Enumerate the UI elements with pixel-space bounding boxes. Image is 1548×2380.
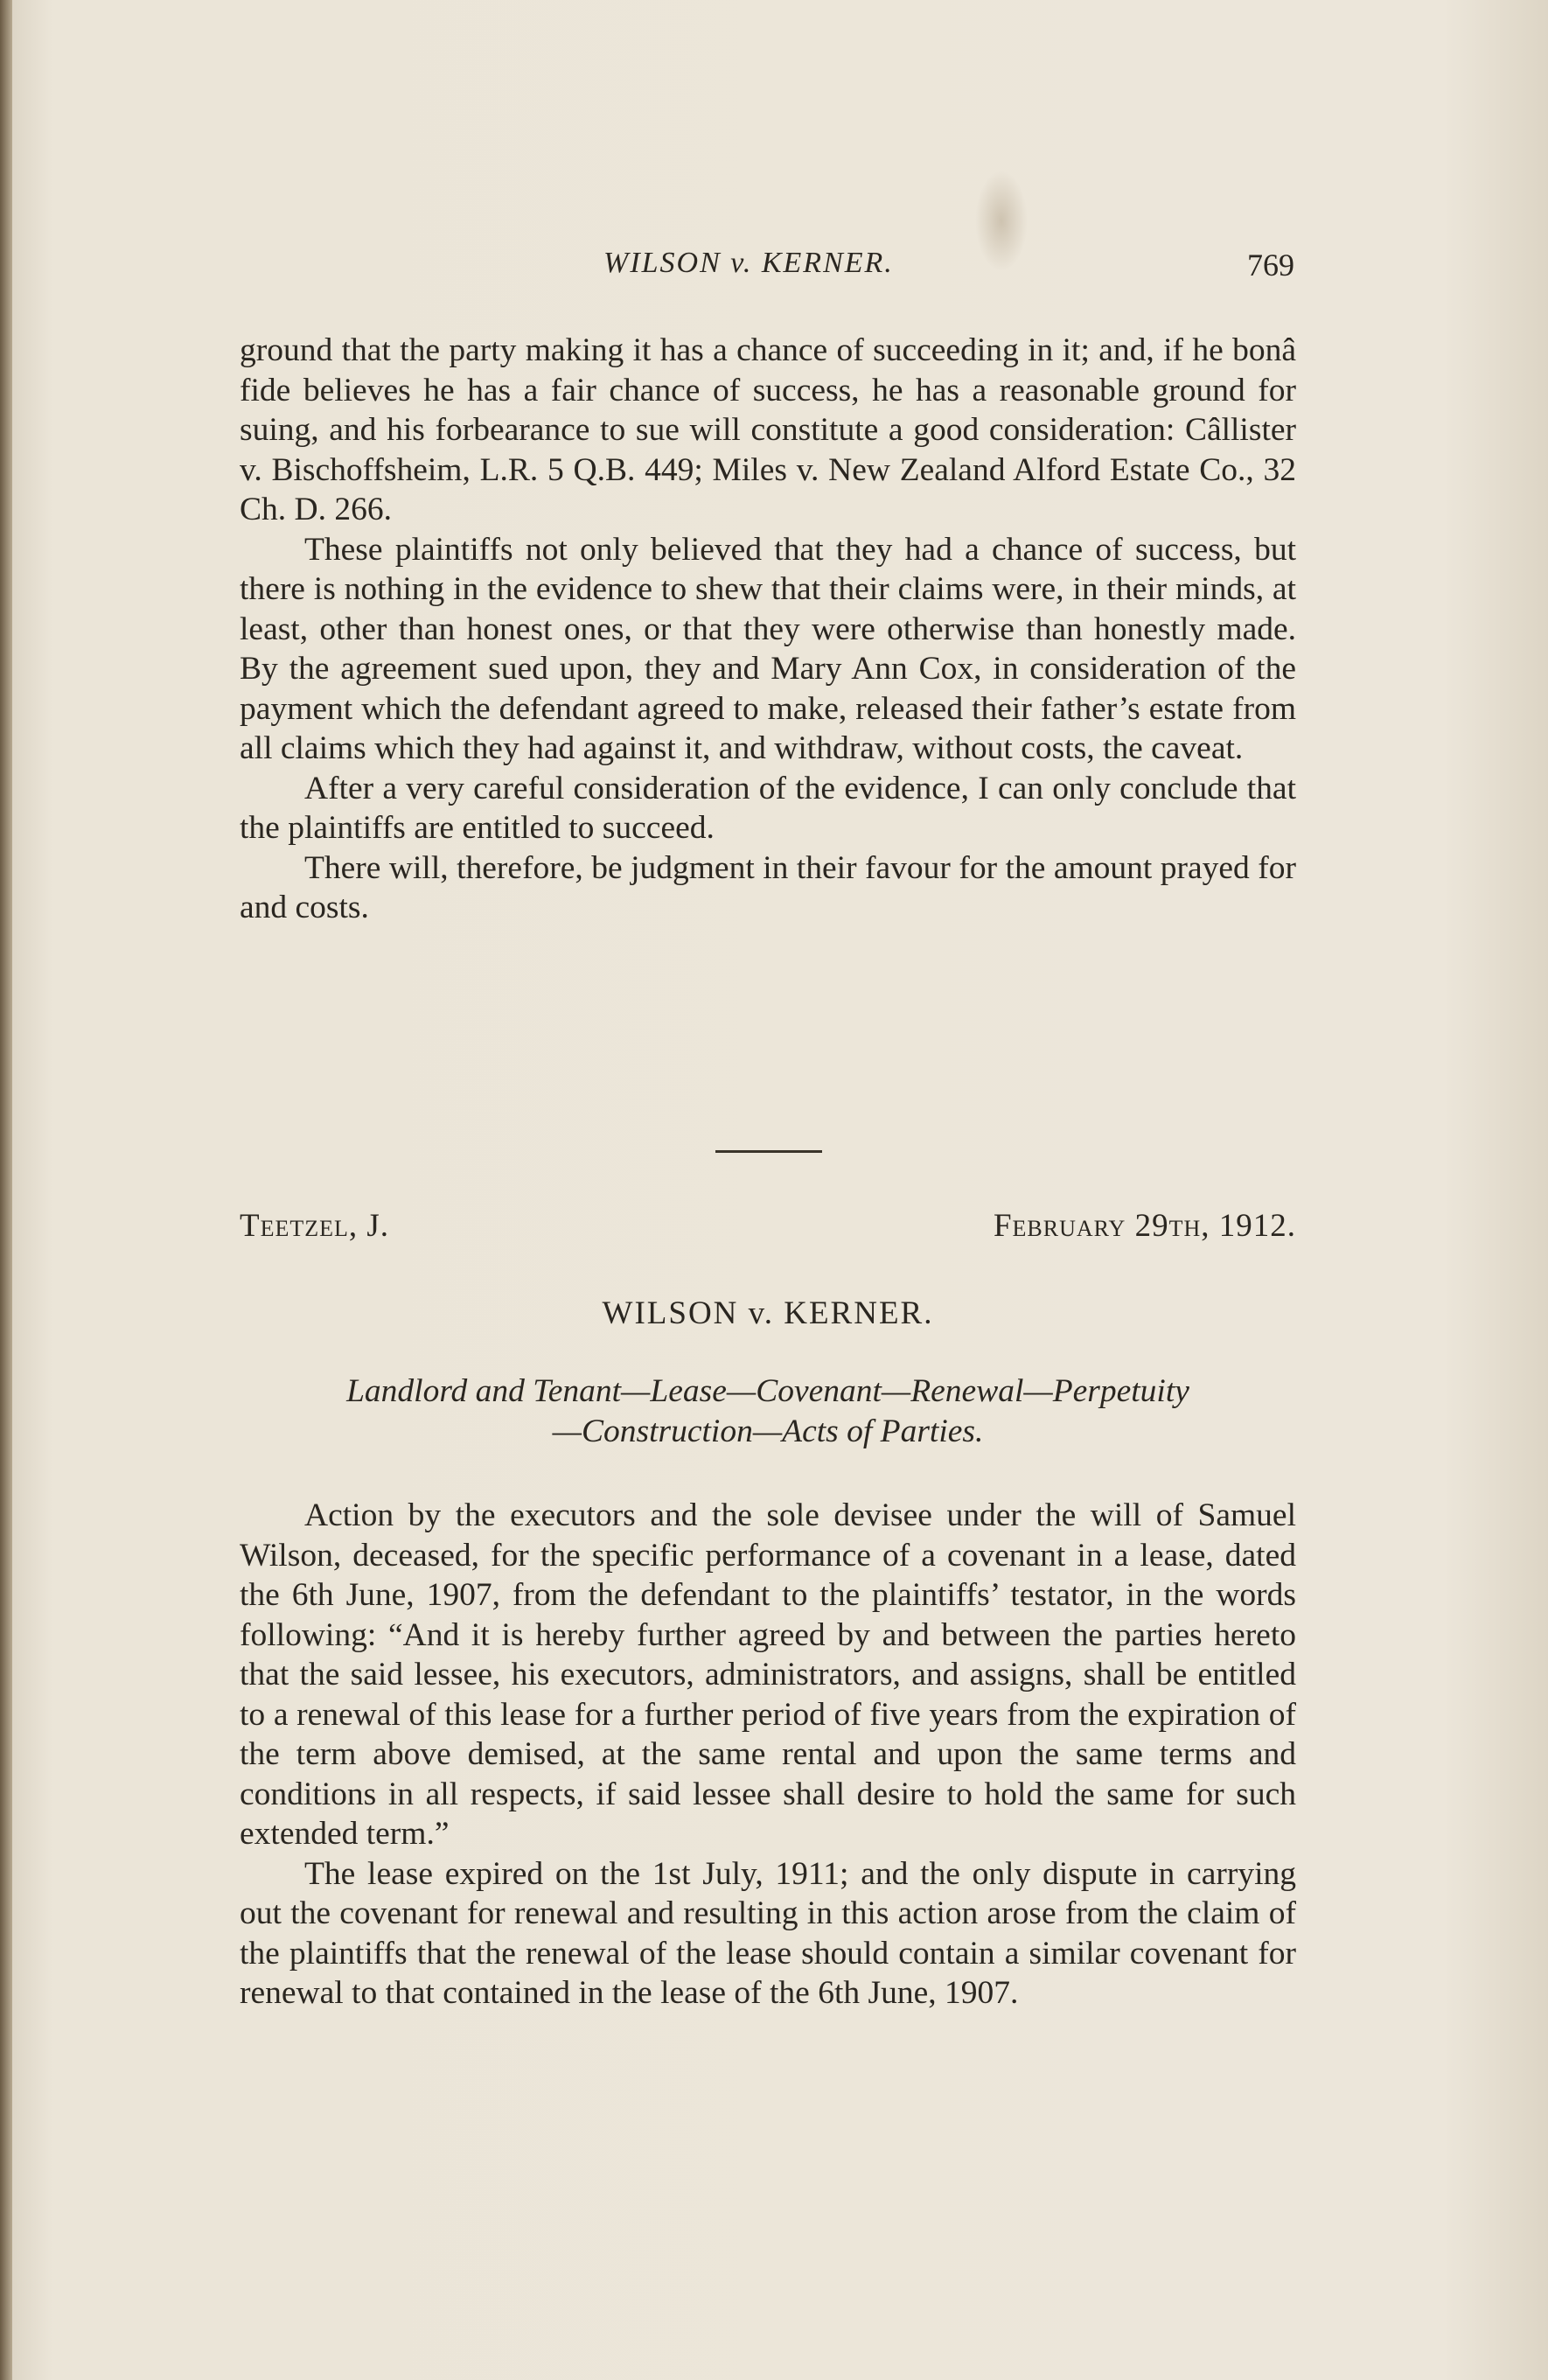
paragraph: After a very careful consideration of the evidence, I can only conclude that the plaintiffs are entitled to succeed. — [240, 770, 1296, 846]
judgment-date: February 29th, 1912. — [993, 1208, 1296, 1244]
page-number: 769 — [1247, 248, 1294, 283]
new-case-text — [240, 1496, 1296, 2014]
page-header — [236, 247, 1294, 290]
case-title: WILSON v. KERNER. — [602, 1295, 934, 1331]
previous-case-text — [240, 331, 1296, 928]
paragraph: There will, therefore, be judgment in their favour for the amount prayed for and costs. — [240, 849, 1296, 925]
paragraph: These plaintiffs not only believed that they had a chance of success, but there is nothing in the evidence to shew that their claims were, in their minds, at least, other than honest ones, or that they were otherwise than honestly made. By the agreement sued upon, they and Mary Ann Cox, in consideration of the payment which the defendant agreed to make, released their father’s estate from all claims which they had against it, and withdraw, without costs, the caveat. — [240, 531, 1296, 766]
paragraph: The lease expired on the 1st July, 1911; and the only dispute in carrying out the covenant for renewal and resulting in this action arose from the claim of the plaintiffs that the renewal of the lease should contain a similar covenant for renewal to that contained in the lease of the 6th June, 1907. — [240, 1855, 1296, 2011]
judge-name: Teetzel, J. — [240, 1208, 390, 1244]
case-headnote — [240, 1371, 1296, 1452]
headnote-line: Landlord and Tenant—Lease—Covenant—Renewal—Perpetuity — [346, 1373, 1189, 1409]
page-binding-edge — [0, 0, 12, 2380]
paragraph: Action by the executors and the sole devisee under the will of Samuel Wilson, deceased, for the specific performance of a covenant in a lease, dated the 6th June, 1907, from the defendant to the plaintiffs’ testator, in the words following: “And it is hereby further agreed by and between the parties hereto that the said lessee, his executors, administrators, and assigns, shall be entitled to a renewal of this lease for a further period of five years from the expiration of the term above demised, at the same rental and upon the same terms and conditions in all respects, if said lessee shall desire to hold the same for such extended term.” — [240, 1497, 1296, 1852]
section-divider — [715, 1150, 822, 1153]
headnote-line: —Construction—Acts of Parties. — [552, 1413, 984, 1449]
running-head: WILSON v. KERNER. — [603, 247, 894, 279]
paragraph: ground that the party making it has a chance of succeeding in it; and, if he bonâ fide believes he has a fair chance of success, he has a reasonable ground for suing, and his forbearance to sue will constitute a good consideration: Câllister v. Bischoffsheim, L.R. 5 Q.B. 449; Miles v. New Zealand Alford Estate Co., 32 Ch. D. 266. — [240, 332, 1296, 527]
